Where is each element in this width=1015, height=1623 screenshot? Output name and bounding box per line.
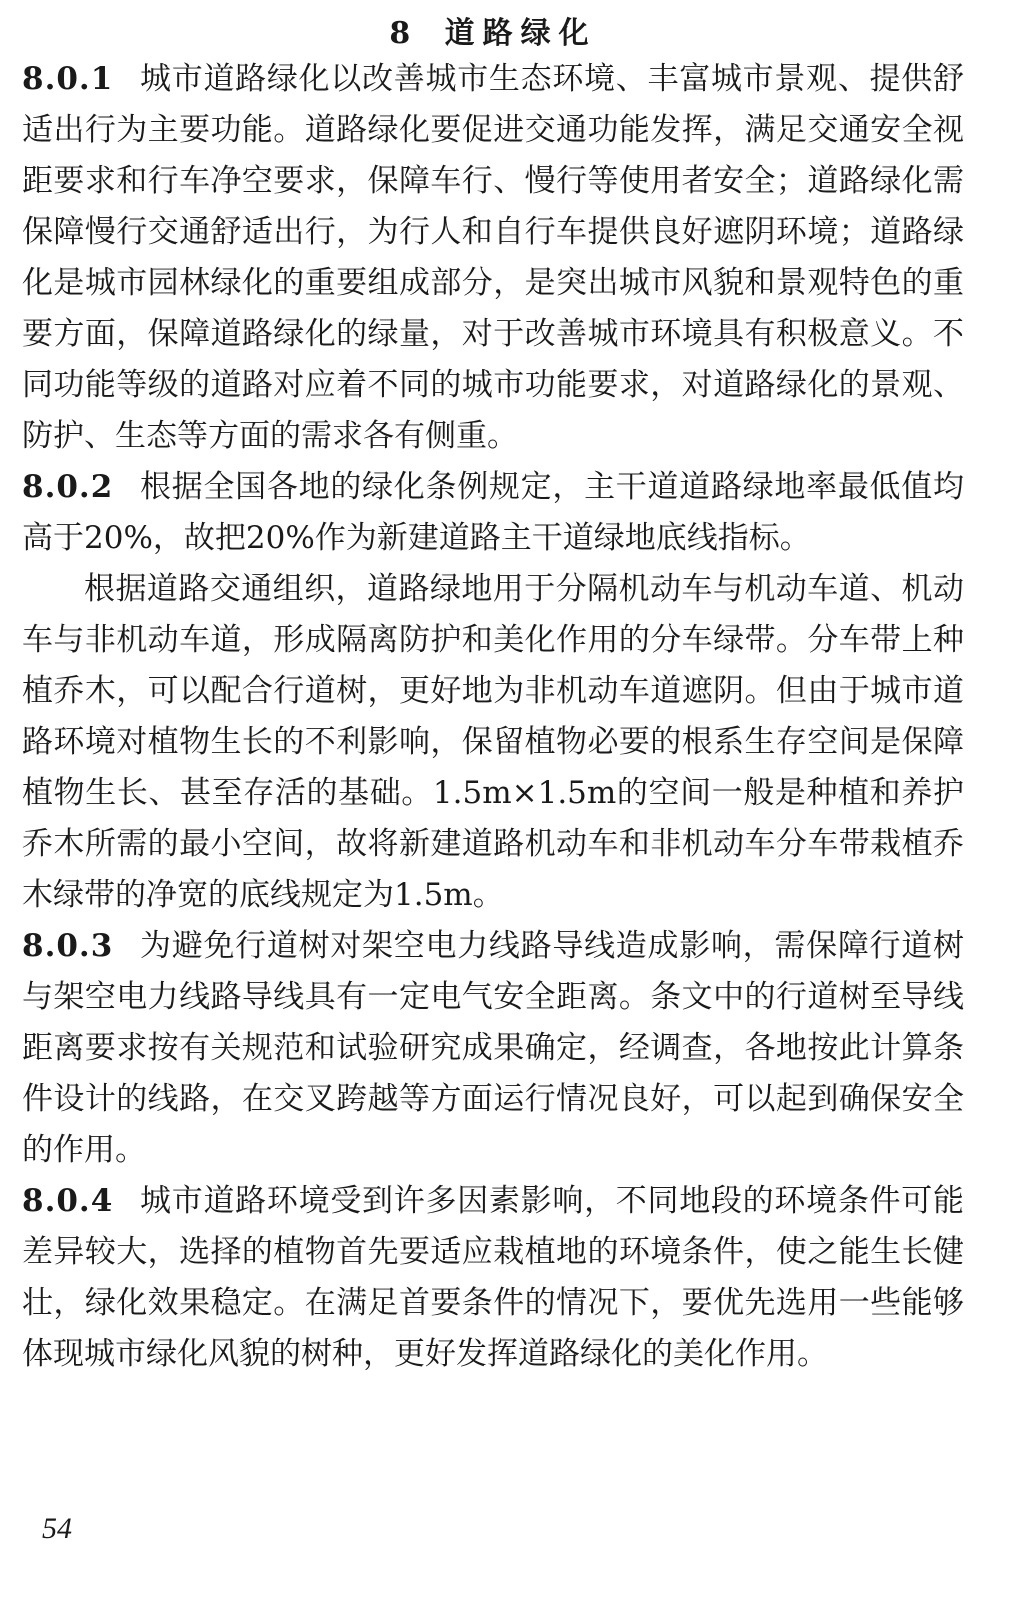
clause-8-0-2	[22, 462, 964, 564]
clause-number: 8.0.1	[22, 61, 114, 97]
clause-text: 为避免行道树对架空电力线路导线造成影响，需保障行道树与架空电力线路导线具有一定电气安全距离。条文中的行道树至导线距离要求按有关规范和试验研究成果确定，经调查，各地按此计算条件设计的线路，在交叉跨越等方面运行情况良好，可以起到确保安全的作用。	[22, 928, 964, 1168]
page-number: 54	[42, 1512, 72, 1545]
chapter-title: 8 道路绿化	[389, 16, 597, 51]
clause-8-0-2-continuation: 根据道路交通组织，道路绿地用于分隔机动车与机动车道、机动车与非机动车道，形成隔离防护和美化作用的分车绿带。分车带上种植乔木，可以配合行道树，更好地为非机动车道遮阴。但由于城市道路环境对植物生长的不利影响，保留植物必要的根系生存空间是保障植物生长、甚至存活的基础。1.5m×1.5m的空间一般是种植和养护乔木所需的最小空间，故将新建道路机动车和非机动车分车带栽植乔木绿带的净宽的底线规定为1.5m。	[22, 571, 964, 913]
clause-8-0-3	[22, 921, 964, 1176]
clause-8-0-1	[22, 54, 964, 462]
document-page	[22, 0, 964, 1380]
clause-8-0-4	[22, 1176, 964, 1380]
clause-text: 根据全国各地的绿化条例规定，主干道道路绿地率最低值均高于20%，故把20%作为新建道路主干道绿地底线指标。	[22, 469, 964, 556]
clause-text: 城市道路环境受到许多因素影响，不同地段的环境条件可能差异较大，选择的植物首先要适应栽植地的环境条件，使之能生长健壮，绿化效果稳定。在满足首要条件的情况下，要优先选用一些能够体现城市绿化风貌的树种，更好发挥道路绿化的美化作用。	[22, 1183, 964, 1372]
clause-text: 城市道路绿化以改善城市生态环境、丰富城市景观、提供舒适出行为主要功能。道路绿化要促进交通功能发挥，满足交通安全视距要求和行车净空要求，保障车行、慢行等使用者安全；道路绿化需保障慢行交通舒适出行，为行人和自行车提供良好遮阴环境；道路绿化是城市园林绿化的重要组成部分，是突出城市风貌和景观特色的重要方面，保障道路绿化的绿量，对于改善城市环境具有积极意义。不同功能等级的道路对应着不同的城市功能要求，对道路绿化的景观、防护、生态等方面的需求各有侧重。	[22, 61, 964, 454]
clause-number: 8.0.3	[22, 928, 114, 964]
clause-number: 8.0.2	[22, 469, 114, 505]
clause-number: 8.0.4	[22, 1183, 114, 1219]
